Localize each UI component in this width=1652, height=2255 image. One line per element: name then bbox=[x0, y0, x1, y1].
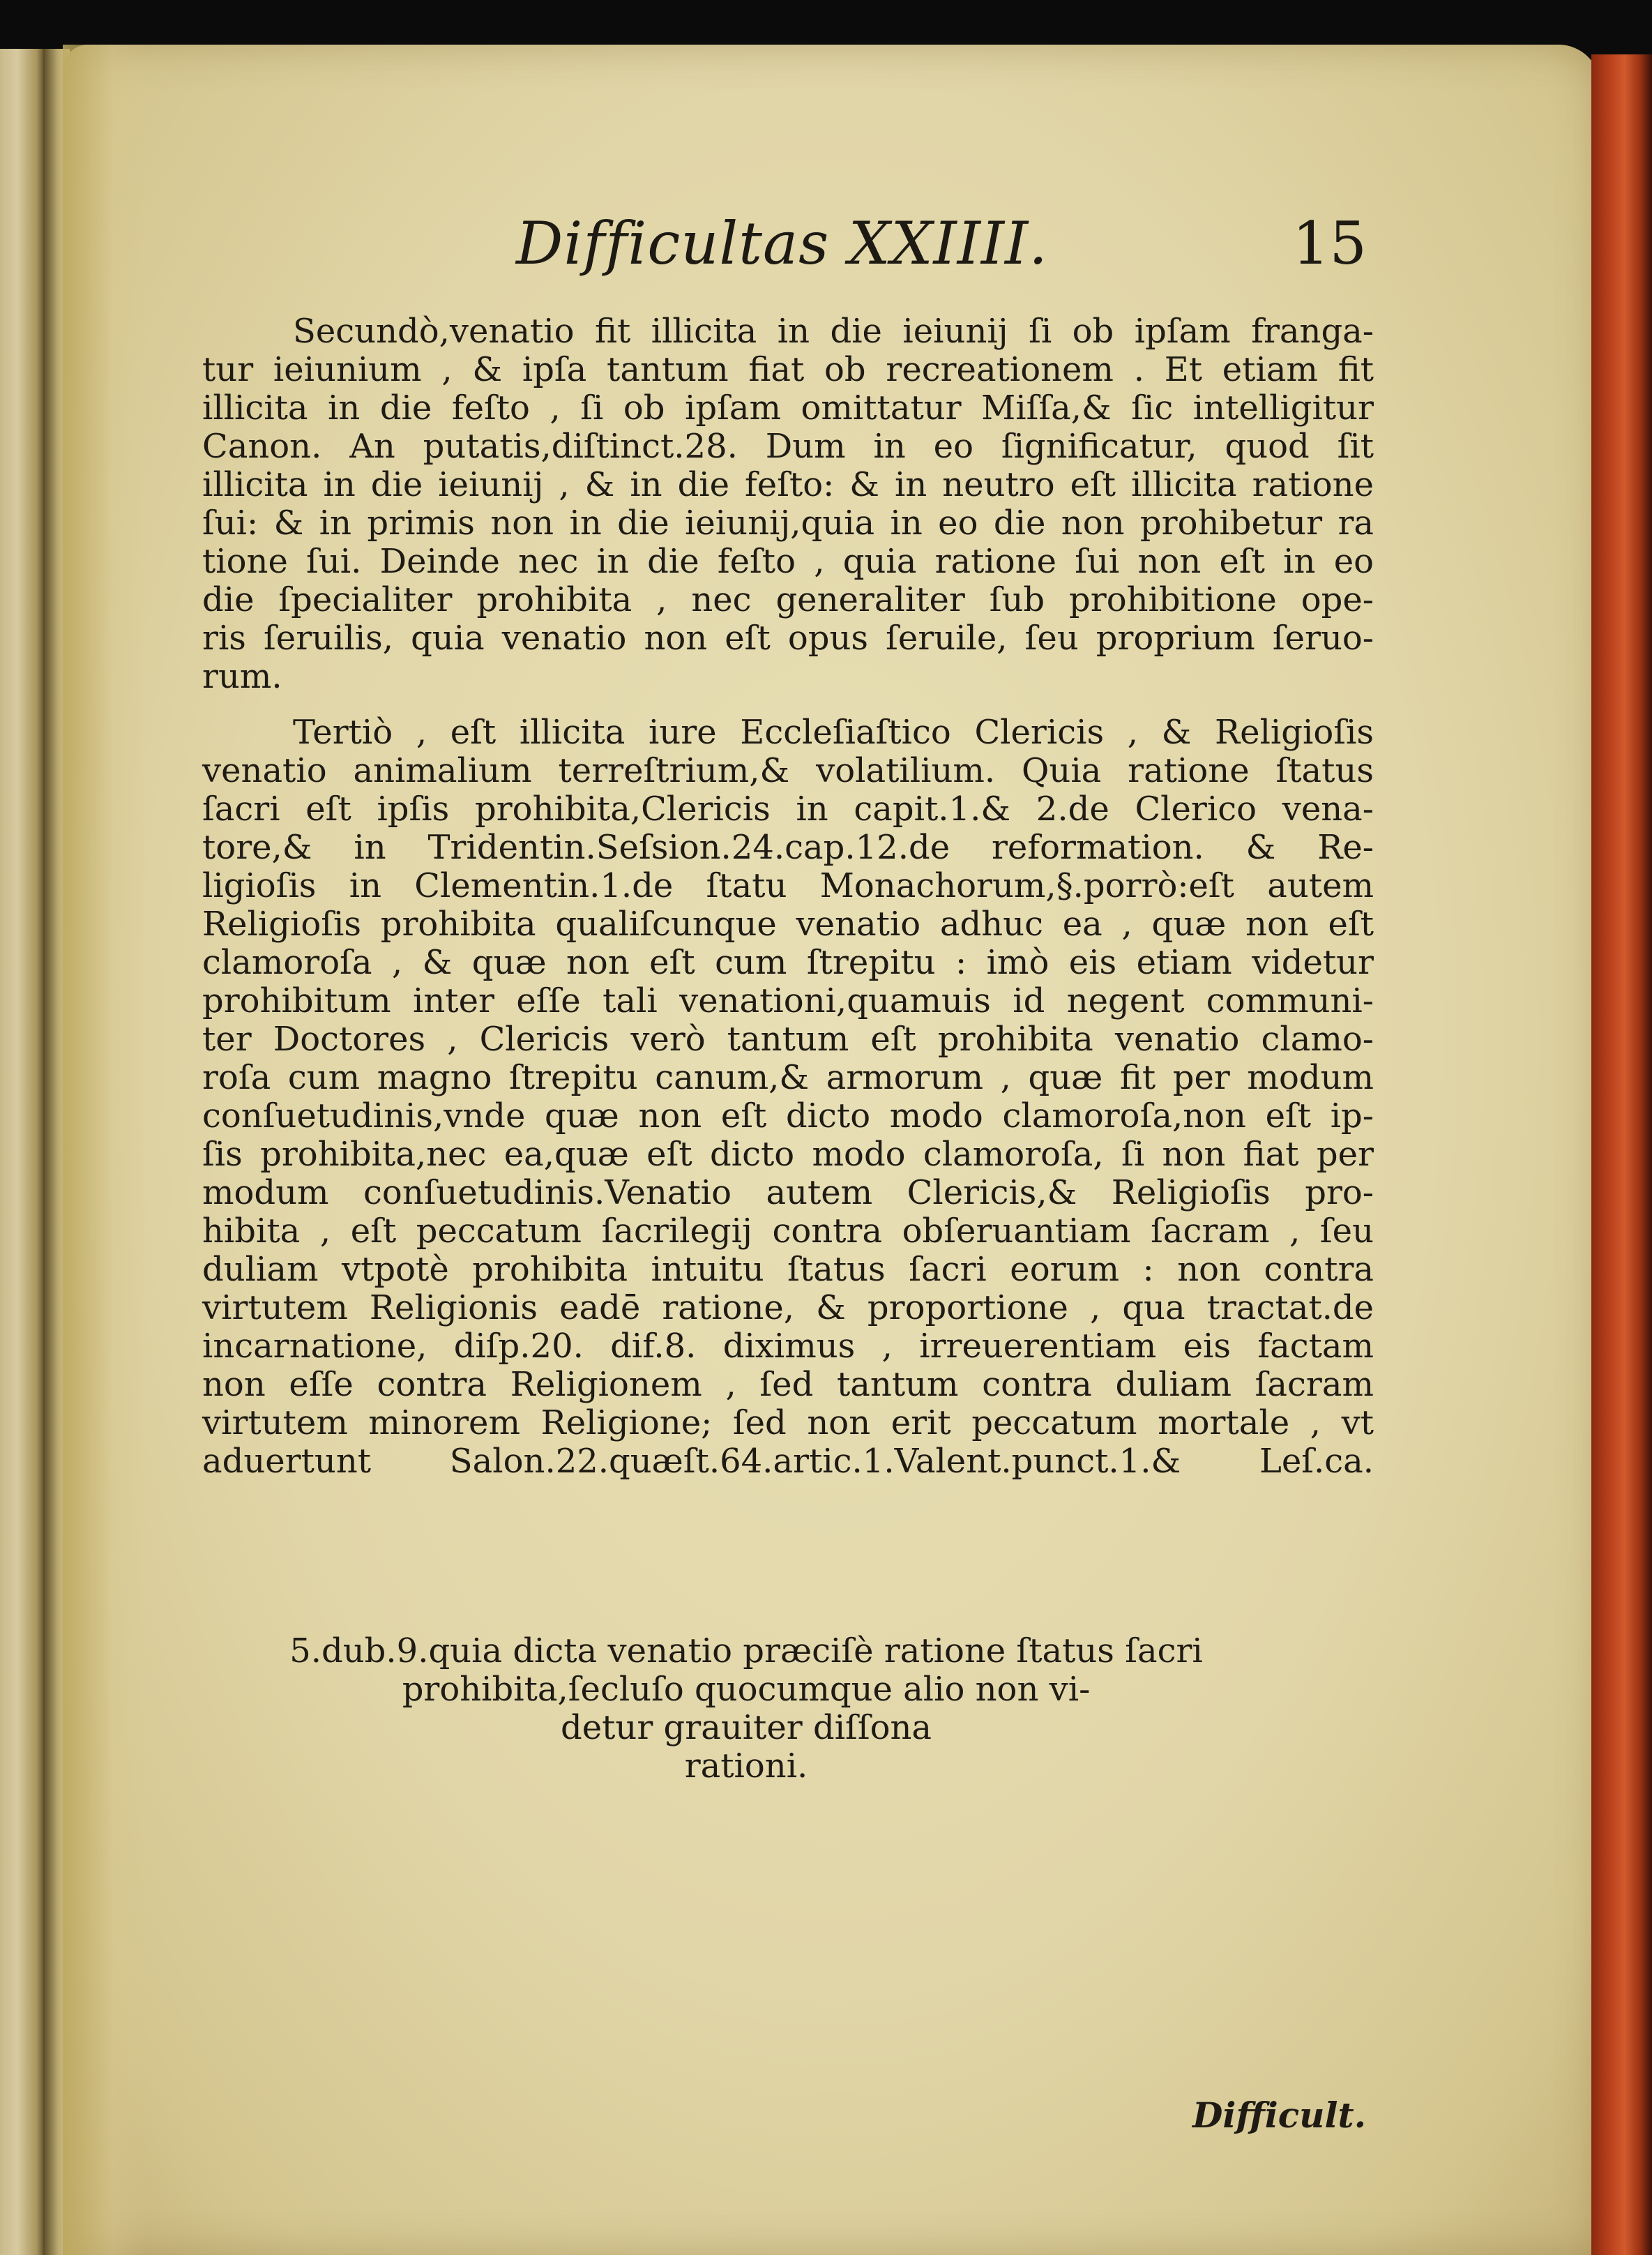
text-line: virtutem Religionis eadē ratione, & proportione , qua tractat.de bbox=[202, 1288, 1374, 1327]
text-line: tore,& in Tridentin.Seſsion.24.cap.12.de reformation. & Re- bbox=[202, 828, 1374, 867]
paragraph-gap bbox=[202, 696, 1374, 714]
text-line: venatio animalium terreſtrium,& volatilium. Quia ratione ſtatus bbox=[202, 751, 1374, 790]
red-fore-edge bbox=[1591, 54, 1652, 2255]
text-line: conſuetudinis,vnde quæ non eſt dicto modo clamoroſa,non eſt ip- bbox=[202, 1096, 1374, 1136]
text-line: incarnatione, diſp.20. dif.8. diximus , irreuerentiam eis factam bbox=[202, 1327, 1374, 1366]
text-line: Canon. An putatis,diſtinct.28. Dum in eo ſignificatur, quod ſit bbox=[202, 427, 1374, 466]
text-line: illicita in die ieiunij , & in die feſto: & in neutro eſt illicita ratione bbox=[202, 465, 1374, 504]
page-edge-discoloration bbox=[63, 45, 146, 2255]
text-line: ligioſis in Clementin.1.de ſtatu Monachorum,§.porrò:eſt autem bbox=[202, 866, 1374, 905]
text-line: duliam vtpotè prohibita intuitu ſtatus ſacri eorum : non contra bbox=[202, 1250, 1374, 1289]
text-line: hibita , eſt peccatum ſacrilegij contra obſeruantiam ſacram , ſeu bbox=[202, 1212, 1374, 1251]
text-line: tione ſui. Deinde nec in die feſto , quia ratione ſui non eſt in eo bbox=[202, 542, 1374, 581]
text-line: die ſpecialiter prohibita , nec generaliter ſub prohibitione ope- bbox=[202, 580, 1374, 619]
text-line: ter Doctores , Clericis verò tantum eſt prohibita venatio clamo- bbox=[202, 1020, 1374, 1059]
text-line: roſa cum magno ſtrepitu canum,& armorum , quæ fit per modum bbox=[202, 1058, 1374, 1097]
page-number: 15 bbox=[1292, 209, 1367, 278]
facing-page-edge bbox=[0, 49, 43, 2255]
text-line: aduertunt Salon.22.quæſt.64.artic.1.Valent.punct.1.& Leſ.ca. bbox=[202, 1442, 1374, 1481]
tail-line: rationi. bbox=[684, 1747, 808, 1786]
running-title: Difficultas XXIIII. bbox=[516, 209, 1048, 278]
text-line: rum. bbox=[202, 657, 282, 696]
text-line: non eſſe contra Religionem , ſed tantum contra duliam ſacram bbox=[202, 1365, 1374, 1404]
text-line: ſacri eſt ipſis prohibita,Clericis in capit.1.& 2.de Clerico vena- bbox=[202, 790, 1374, 829]
text-line: clamoroſa , & quæ non eſt cum ſtrepitu : imò eis etiam videtur bbox=[202, 943, 1374, 982]
tail-line: 5.dub.9.quia dicta venatio præciſè ratione ſtatus ſacri bbox=[289, 1631, 1203, 1670]
text-line: ſui: & in primis non in die ieiunij,quia in eo die non prohibetur ra bbox=[202, 504, 1374, 543]
text-line: virtutem minorem Religione; ſed non erit peccatum mortale , vt bbox=[202, 1403, 1374, 1442]
text-line: Religioſis prohibita qualiſcunque venatio adhuc ea , quæ non eſt bbox=[202, 905, 1374, 944]
text-line: Tertiò , eſt illicita iure Eccleſiaſtico Clericis , & Religioſis bbox=[293, 713, 1374, 752]
text-line: tur ieiunium , & ipſa tantum fiat ob recreationem . Et etiam fit bbox=[202, 350, 1374, 389]
tail-line: detur grauiter diſſona bbox=[560, 1708, 932, 1747]
tail-text bbox=[202, 1632, 1374, 1786]
page-header bbox=[516, 209, 1367, 286]
text-line: ſis prohibita,nec ea,quæ eſt dicto modo clamoroſa, ſi non fiat per bbox=[202, 1135, 1374, 1174]
body-text bbox=[202, 312, 1374, 1481]
tail-line: prohibita,ſecluſo quocumque alio non vi- bbox=[402, 1670, 1091, 1709]
text-line: prohibitum inter eſſe tali venationi,quamuis id negent communi- bbox=[202, 981, 1374, 1020]
text-line: ris ſeruilis, quia venatio non eſt opus ſeruile, ſeu proprium ſeruo- bbox=[202, 619, 1374, 658]
text-line: illicita in die feſto , ſi ob ipſam omittatur Miſſa,& ſic intelligitur bbox=[202, 389, 1374, 428]
text-line: Secundò,venatio fit illicita in die ieiunij ſi ob ipſam franga- bbox=[293, 312, 1374, 351]
text-line: modum conſuetudinis.Venatio autem Clericis,& Religioſis pro- bbox=[202, 1173, 1374, 1212]
catchword: Difficult. bbox=[1192, 2095, 1366, 2136]
